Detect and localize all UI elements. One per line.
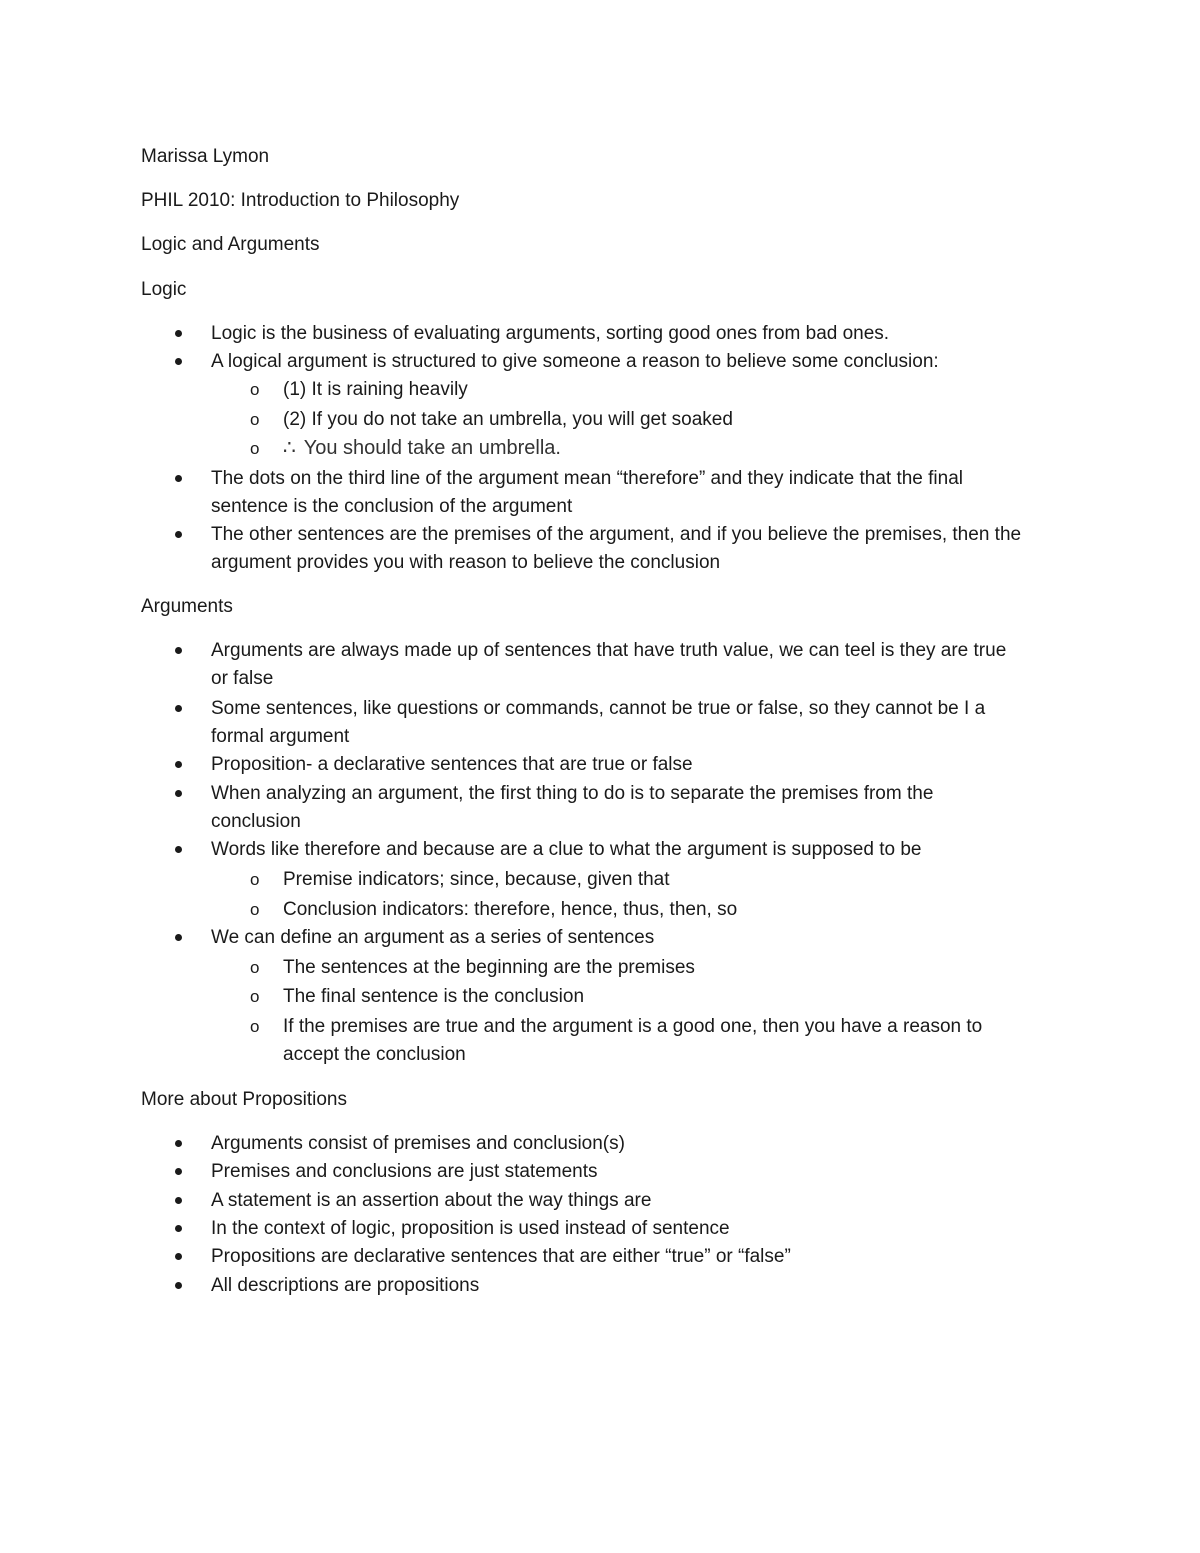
sub-bullet-icon: o [250,958,260,977]
section-heading-arguments: Arguments [141,596,233,617]
bullet-icon [175,330,182,337]
list-item: We can define an argument as a series of sentences [211,927,655,948]
sub-bullet-icon: o [250,870,260,889]
bullet-icon [175,1282,182,1289]
sub-list-item-continuation: accept the conclusion [283,1044,466,1065]
section-heading-logic: Logic [141,279,187,300]
section-heading-propositions: More about Propositions [141,1089,347,1110]
bullet-icon [175,475,182,482]
list-item: In the context of logic, proposition is used instead of sentence [211,1218,730,1239]
bullet-icon [175,1225,182,1232]
sub-bullet-icon: o [250,900,260,919]
bullet-icon [175,358,182,365]
premise-number: (1) [283,379,307,400]
premise-text: It is raining heavily [311,379,468,400]
premise-text: If you do not take an umbrella, you will get soaked [311,409,733,430]
sub-list-item: The final sentence is the conclusion [283,986,585,1007]
sub-list-item: Conclusion indicators: therefore, hence, thus, then, so [283,899,738,920]
list-item: Proposition- a declarative sentences that are true or false [211,754,693,775]
sub-list-item: If the premises are true and the argument is a good one, then you have a reason to [283,1016,983,1037]
sub-list-item: The sentences at the beginning are the premises [283,957,695,978]
list-item-continuation: formal argument [211,726,350,747]
sub-bullet-icon: o [250,987,260,1006]
list-item: Logic is the business of evaluating arguments, sorting good ones from bad ones. [211,323,890,344]
premise-line-1 [283,378,468,402]
conclusion-text: You should take an umbrella. [303,437,561,459]
list-item: All descriptions are propositions [211,1275,480,1296]
sub-bullet-icon: o [250,410,260,429]
bullet-icon [175,531,182,538]
bullet-icon [175,846,182,853]
bullet-icon [175,790,182,797]
list-item: Some sentences, like questions or commands, cannot be true or false, so they cannot be I a [211,698,986,719]
sub-bullet-icon: o [250,439,260,458]
list-item: The dots on the third line of the argument mean “therefore” and they indicate that the final [211,468,964,489]
list-item: A logical argument is structured to give someone a reason to believe some conclusion: [211,351,939,372]
bullet-icon [175,1197,182,1204]
list-item: Propositions are declarative sentences that are either “true” or “false” [211,1246,791,1267]
list-item-continuation: conclusion [211,811,301,832]
list-item: The other sentences are the premises of the argument, and if you believe the premises, then the [211,524,1022,545]
list-item: A statement is an assertion about the way things are [211,1190,652,1211]
premise-number: (2) [283,409,307,430]
bullet-icon [175,647,182,654]
bullet-icon [175,705,182,712]
list-item-continuation: or false [211,668,274,689]
bullet-icon [175,761,182,768]
list-item: Words like therefore and because are a clue to what the argument is supposed to be [211,839,922,860]
list-item-continuation: argument provides you with reason to believe the conclusion [211,552,721,573]
list-item: Arguments are always made up of sentences that have truth value, we can teel is they are true [211,640,1007,661]
course-title: PHIL 2010: Introduction to Philosophy [141,190,460,211]
therefore-icon: ∴ [283,437,296,459]
list-item: When analyzing an argument, the first thing to do is to separate the premises from the [211,783,934,804]
sub-list-item: Premise indicators; since, because, given that [283,869,670,890]
sub-bullet-icon: o [250,380,260,399]
bullet-icon [175,934,182,941]
bullet-icon [175,1140,182,1147]
conclusion-line [283,436,561,460]
premise-line-2 [283,408,733,432]
document-topic: Logic and Arguments [141,234,320,255]
list-item: Arguments consist of premises and conclusion(s) [211,1133,625,1154]
list-item: Premises and conclusions are just statements [211,1161,598,1182]
sub-bullet-icon: o [250,1017,260,1036]
bullet-icon [175,1168,182,1175]
list-item-continuation: sentence is the conclusion of the argument [211,496,573,517]
bullet-icon [175,1253,182,1260]
author-name: Marissa Lymon [141,146,270,167]
